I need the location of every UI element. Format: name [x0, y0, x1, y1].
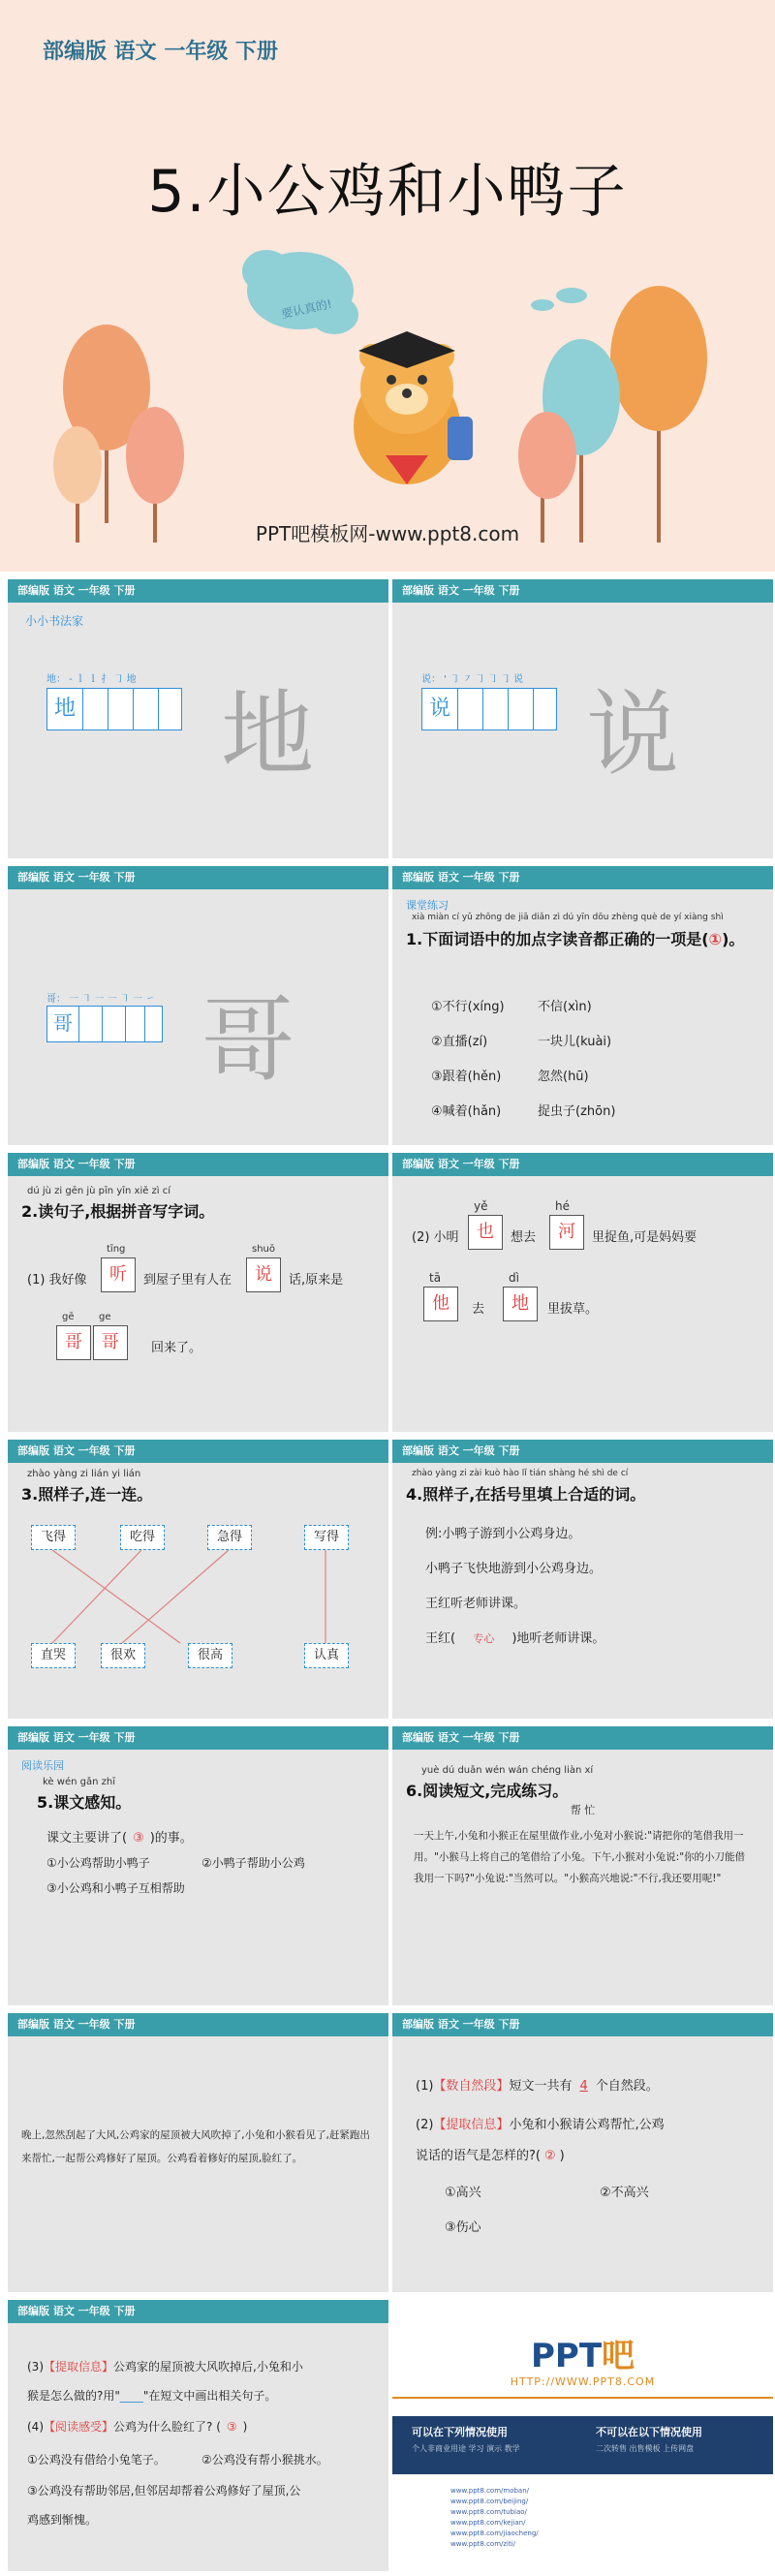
q3-title: 3.照样子,连一连。 — [21, 1485, 153, 1504]
pinyin-shuo: shuō — [252, 1244, 276, 1255]
q1-option: ③跟着(hěn) — [431, 1070, 502, 1084]
stroke-guide: 说： ' ㇆ ㇇ ㇆ ㇆ ㇆ 说 — [421, 674, 523, 685]
slide-q2a — [8, 1153, 388, 1432]
q2-line1-end: 话,原来是 — [289, 1273, 344, 1288]
answer-box-ge1: 哥 — [56, 1325, 91, 1360]
connect-top-item[interactable]: 吃得 — [120, 1525, 165, 1550]
q2b-mid2: 去 — [472, 1302, 485, 1317]
answer-box-ta: 他 — [423, 1287, 458, 1321]
slide-read-q34 — [8, 2300, 388, 2571]
read-q2: (2)【提取信息】小兔和小猴请公鸡帮忙,公鸡 — [416, 2118, 665, 2132]
grid-char: 哥 — [53, 1011, 73, 1035]
slide-header: 部编版 语文 一年级 下册 — [392, 1153, 773, 1176]
q4-example: 例:小鸭子游到小公鸡身边。 — [425, 1527, 581, 1541]
pinyin-ge1: gē — [62, 1312, 75, 1322]
slide-q4 — [392, 1440, 773, 1719]
answer-box-ye: 也 — [468, 1215, 503, 1250]
q2-line1-mid: 到屋子里有人在 — [143, 1273, 232, 1288]
connect-top-item[interactable]: 写得 — [304, 1525, 349, 1550]
read-q2-option: ①高兴 — [445, 2186, 481, 2200]
q4-pinyin: zhào yàng zi zài kuò hào lǐ tián shàng hé shì de cí — [412, 1469, 629, 1478]
slide-header: 部编版 语文 一年级 下册 — [8, 1153, 388, 1176]
stroke-guide: 哥： ㇐ ㇕ ㇐ ㇐ ㇕ ㇐ ㇀ — [46, 994, 156, 1005]
cover-slide — [0, 0, 775, 572]
q1-option: 忽然(hū) — [538, 1070, 589, 1084]
cover-site: PPT吧模板网-www.ppt8.com — [255, 522, 520, 545]
q2-line1-pre: (1) 我好像 — [27, 1273, 87, 1288]
slide-q6 — [392, 1726, 773, 2005]
writing-grid — [421, 688, 557, 730]
q1-option: ②直播(zí) — [431, 1035, 488, 1049]
slide-header: 部编版 语文 一年级 下册 — [8, 2300, 388, 2323]
connect-bottom-item[interactable]: 很高 — [188, 1643, 232, 1668]
q1-option: 一块儿(kuài) — [538, 1035, 612, 1049]
read-q1: (1)【数自然段】短文一共有 4 个自然段。 — [416, 2079, 659, 2094]
q2-line2-end: 回来了。 — [151, 1341, 202, 1355]
promo-link[interactable]: www.ppt8.com/jiaocheng/ — [450, 2529, 539, 2537]
section-label: 阅读乐园 — [21, 1759, 64, 1772]
pinyin-ge2: ge — [99, 1312, 111, 1322]
q2-title: 2.读句子,根据拼音写字词。 — [21, 1202, 215, 1221]
connect-bottom-item[interactable]: 认真 — [304, 1643, 349, 1668]
answer-box-ting: 听 — [101, 1257, 136, 1292]
promo-link[interactable]: www.ppt8.com/tubiao/ — [450, 2508, 527, 2516]
promo-link[interactable]: www.ppt8.com/kejian/ — [450, 2519, 526, 2527]
q5-title: 5.课文感知。 — [37, 1793, 132, 1812]
promo-link[interactable]: www.ppt8.com/ziti/ — [450, 2540, 516, 2548]
writing-grid — [46, 688, 182, 730]
pinyin-ta: tā — [429, 1271, 442, 1285]
promo-url[interactable]: HTTP://WWW.PPT8.COM — [510, 2375, 656, 2388]
slide-passage — [8, 2013, 388, 2292]
slide-header: 部编版 语文 一年级 下册 — [392, 1726, 773, 1750]
grid-char: 地 — [53, 697, 76, 721]
q2b-pre: (2) 小明 — [412, 1230, 459, 1245]
pinyin-he: hé — [555, 1199, 570, 1213]
passage-text: 晚上,忽然刮起了大风,公鸡家的屋顶被大风吹掉了,小兔和小猴看见了,赶紧跑出来帮忙,一起帮公鸡修好了屋顶。公鸡看着修好的屋顶,脸红了。 — [21, 2129, 370, 2164]
q2b-mid: 想去 — [511, 1230, 537, 1245]
q5-line: 课文主要讲了( ③ )的事。 — [46, 1831, 193, 1846]
promo-can-text: 个人非商业用途 学习 演示 教学 — [412, 2444, 520, 2453]
answer-box-ge2: 哥 — [93, 1325, 128, 1360]
slide-q5 — [8, 1726, 388, 2005]
grid-char: 说 — [428, 697, 450, 721]
read-q4-option: ②公鸡没有帮小猴挑水。 — [202, 2453, 328, 2467]
q5-answer: ③ — [133, 1831, 144, 1846]
q6-title: 6.阅读短文,完成练习。 — [406, 1782, 569, 1800]
q1-option: 不信(xìn) — [538, 1000, 592, 1014]
slide-header: 部编版 语文 一年级 下册 — [392, 579, 773, 603]
read-q4-option: ①公鸡没有借给小兔笔子。 — [27, 2453, 166, 2467]
connect-lines — [8, 1463, 388, 1719]
cover-brand: 部编版 语文 一年级 下册 — [43, 40, 278, 64]
big-char: 说 — [586, 680, 679, 789]
slide-read-q12 — [392, 2013, 773, 2292]
cover-illustration — [0, 0, 775, 572]
read-q3-line2: 猴是怎么做的?用"____"在短文中画出相关句子。 — [27, 2389, 277, 2403]
read-q4-option-cont: 鸡感到惭愧。 — [27, 2513, 98, 2527]
promo-slide — [392, 2300, 773, 2571]
answer-box-di: 地 — [503, 1287, 538, 1321]
connect-top-item[interactable]: 急得 — [207, 1525, 252, 1550]
read-q2-answer: ② — [543, 2149, 556, 2163]
pinyin-ye: yě — [474, 1199, 488, 1213]
q4-fill: 王红( 专心 )地听老师讲课。 — [425, 1631, 605, 1646]
passage-text: 一天上午,小兔和小猴正在屋里做作业,小兔对小猴说:"请把你的笔借我用一用。"小猴马上将自己的笔借给了小兔。下午,小猴对小兔说:"你的小刀能借我用一下吗?"小兔说:"当然可以。"小猴高兴地说:"不行,我还要用呢!" — [414, 1830, 746, 1884]
promo-link[interactable]: www.ppt8.com/beijing/ — [450, 2498, 529, 2505]
stroke-guide: 地： - ｌ ｌ 扌 ㇆ 地 — [46, 674, 137, 685]
q3-pinyin: zhào yàng zi lián yi lián — [27, 1469, 141, 1479]
slide-write-shuo — [392, 579, 773, 858]
q2b-end2: 里拔草。 — [547, 1302, 599, 1317]
slide-header: 部编版 语文 一年级 下册 — [392, 2013, 773, 2036]
q5-option: ②小鸭子帮助小公鸡 — [202, 1856, 305, 1870]
q4-example2: 小鸭子飞快地游到小公鸡身边。 — [425, 1562, 603, 1576]
slide-header: 部编版 语文 一年级 下册 — [8, 1726, 388, 1750]
slide-header: 部编版 语文 一年级 下册 — [8, 866, 388, 889]
slide-header: 部编版 语文 一年级 下册 — [8, 2013, 388, 2036]
section-label: 课堂练习 — [406, 899, 449, 912]
q4-title: 4.照样子,在括号里填上合适的词。 — [406, 1485, 646, 1504]
writing-grid — [46, 1006, 163, 1042]
promo-links — [450, 2486, 539, 2550]
q5-option: ①小公鸡帮助小鸭子 — [46, 1856, 150, 1870]
slide-write-di — [8, 579, 388, 858]
cover-bubble: 要认真的! — [280, 296, 333, 322]
connect-bottom-item[interactable]: 直哭 — [31, 1643, 76, 1668]
read-q4: (4)【阅读感受】公鸡为什么脸红了? ( ③ ) — [27, 2420, 248, 2434]
promo-logo: PPT吧 — [530, 2337, 636, 2375]
connect-bottom-item[interactable]: 很欢 — [101, 1643, 145, 1668]
cover-title: 5.小公鸡和小鸭子 — [147, 158, 628, 226]
pinyin-di: dì — [509, 1271, 519, 1285]
pinyin-ting: tīng — [107, 1244, 126, 1255]
answer-box-shuo: 说 — [246, 1257, 281, 1292]
passage-title: 帮 忙 — [570, 1804, 596, 1816]
read-q4-answer: ③ — [226, 2420, 237, 2434]
slide-q2b — [392, 1153, 773, 1432]
answer-box-he: 河 — [549, 1215, 584, 1250]
big-char: 地 — [221, 680, 314, 789]
q6-pinyin: yuè dú duǎn wén wán chéng liàn xí — [421, 1765, 594, 1776]
q1-text: 1.下面词语中的加点字读音都正确的一项是(①)。 — [406, 930, 745, 948]
read-q3: (3)【提取信息】公鸡家的屋顶被大风吹掉后,小兔和小 — [27, 2360, 303, 2374]
q1-option: ①不行(xíng) — [431, 1000, 505, 1014]
promo-cannot-title: 不可以在以下情况使用 — [596, 2426, 702, 2438]
q2-pinyin: dú jù zi gēn jù pīn yīn xiě zì cí — [27, 1186, 171, 1196]
read-q2-line2: 说话的语气是怎样的?( ② ) — [416, 2149, 565, 2163]
q1-answer: ① — [708, 930, 723, 948]
big-char: 哥 — [202, 986, 294, 1095]
q1-option: ④喊着(hǎn) — [431, 1104, 502, 1119]
slide-q3 — [8, 1440, 388, 1719]
promo-link[interactable]: www.ppt8.com/moban/ — [450, 2487, 530, 2495]
promo-can-title: 可以在下列情况使用 — [412, 2426, 508, 2438]
promo-cannot-text: 二次转售 出售模板 上传网盘 — [596, 2444, 695, 2453]
section-label: 小小书法家 — [25, 614, 84, 628]
read-q1-answer: 4 — [579, 2079, 588, 2094]
read-q2-option: ③伤心 — [445, 2220, 481, 2235]
promo-rules — [392, 2416, 773, 2474]
slide-header: 部编版 语文 一年级 下册 — [392, 1440, 773, 1463]
slide-header: 部编版 语文 一年级 下册 — [392, 866, 773, 889]
read-q2-option: ②不高兴 — [600, 2186, 649, 2200]
q1-option: 捉虫子(zhōn) — [538, 1104, 616, 1119]
q5-option: ③小公鸡和小鸭子互相帮助 — [46, 1881, 185, 1895]
q4-sentence: 王红听老师讲课。 — [425, 1597, 527, 1611]
slide-header: 部编版 语文 一年级 下册 — [8, 579, 388, 603]
slide-q1 — [392, 866, 773, 1145]
q5-pinyin: kè wén gǎn zhī — [43, 1777, 115, 1787]
slide-header: 部编版 语文 一年级 下册 — [8, 1440, 388, 1463]
q4-answer: 专心 — [473, 1632, 495, 1645]
q2b-end: 里捉鱼,可是妈妈要 — [592, 1230, 698, 1245]
connect-top-item[interactable]: 飞得 — [31, 1525, 76, 1550]
slide-write-ge — [8, 866, 388, 1145]
q1-pinyin: xià miàn cí yǔ zhōng de jiā diǎn zì dú yīn dōu zhèng què de yí xiàng shì — [412, 913, 724, 922]
read-q4-option: ③公鸡没有帮助邻居,但邻居却帮着公鸡修好了屋顶,公 — [27, 2484, 301, 2498]
